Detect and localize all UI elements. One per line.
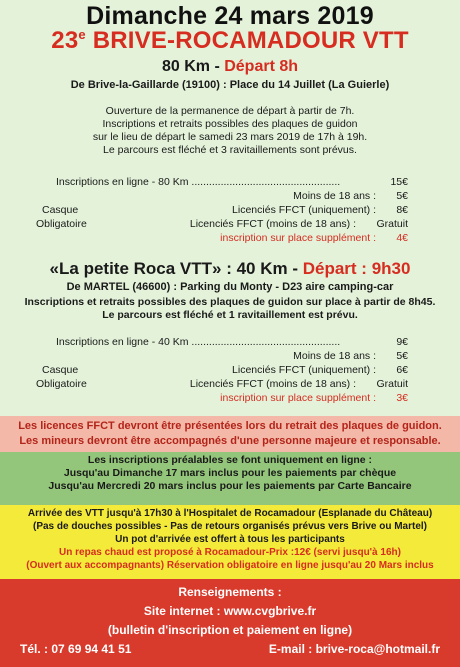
race1-info-line: Le parcours est fléché et 3 ravitaillements sont prévus.	[103, 144, 357, 156]
race2-online-label: Inscriptions en ligne - 40 Km ...................................................	[56, 336, 341, 348]
race1-heading	[0, 58, 460, 76]
race2-ffct-label: Licenciés FFCT (uniquement) :	[232, 364, 376, 376]
contact-heading: Renseignements :	[178, 585, 282, 599]
race1-online-price: 15€	[390, 176, 408, 188]
race1-separator: -	[210, 58, 225, 75]
race2-address: De MARTEL (46600) : Parking du Monty - D23 aire camping-car	[66, 281, 394, 293]
race2-heading	[0, 259, 460, 279]
race1-obligatoire: Obligatoire	[36, 218, 87, 230]
race2-onsite-price: 3€	[396, 392, 408, 404]
edition-number: 23	[51, 27, 79, 54]
event-date-title: Dimanche 24 mars 2019	[86, 2, 374, 30]
race1-ffct-u18-price: Gratuit	[376, 218, 408, 230]
race2-onsite-label: inscription sur place supplément :	[220, 392, 376, 404]
event-name: BRIVE-ROCAMADOUR VTT	[85, 27, 409, 54]
race1-address: De Brive-la-Gaillarde (19100) : Place du 14 Juillet (La Guierle)	[70, 79, 390, 91]
contact-section	[0, 579, 460, 667]
race1-ffct-u18-label: Licenciés FFCT (moins de 18 ans) :	[189, 218, 356, 230]
race2-distance: : 40 Km -	[221, 259, 303, 278]
inscriptions-line: Jusqu'au Mercredi 20 mars inclus pour les paiements par Carte Bancaire	[48, 480, 412, 492]
arrivee-line: Arrivée des VTT jusqu'à 17h30 à l'Hospitalet de Rocamadour (Esplanade du Château)	[27, 508, 433, 519]
race2-info-line: Inscriptions et retraits possibles des plaques de guidon sur place à partir de 8h45.	[24, 296, 436, 308]
race1-distance: 80 Km	[161, 58, 210, 75]
race1-under18-label: Moins de 18 ans :	[293, 190, 376, 202]
race1-under18-price: 5€	[396, 190, 408, 202]
race2-ffct-u18-label: Licenciés FFCT (moins de 18 ans) :	[189, 378, 356, 390]
arrivee-line: (Pas de douches possibles - Pas de retours organisés prévus vers Brive ou Martel)	[32, 521, 428, 532]
race1-onsite-price: 4€	[396, 232, 408, 244]
race2-ffct-u18-price: Gratuit	[376, 378, 408, 390]
inscriptions-line: Les inscriptions préalables se font uniquement en ligne :	[87, 454, 373, 466]
race2-casque: Casque	[42, 364, 79, 376]
inscriptions-line: Jusqu'au Dimanche 17 mars inclus pour les paiements par chèque	[63, 467, 397, 479]
arrivee-line: Un pot d'arrivée est offert à tous les participants	[115, 534, 345, 545]
race2-under18-label: Moins de 18 ans :	[293, 350, 376, 362]
contact-email[interactable]: E-mail : brive-roca@hotmail.fr	[268, 642, 440, 656]
race1-depart: Départ 8h	[224, 58, 299, 75]
race2-name: «La petite Roca VTT»	[49, 259, 222, 278]
race2-depart: Départ : 9h30	[302, 259, 411, 278]
race1-casque: Casque	[42, 204, 79, 216]
contact-phone[interactable]: Tél. : 07 69 94 41 51	[20, 642, 132, 656]
race2-online-price: 9€	[396, 336, 408, 348]
repas-line: Un repas chaud est proposé à Rocamadour-Prix :12€ (servi jusqu'à 16h)	[59, 547, 401, 558]
licences-section	[0, 416, 460, 452]
race2-under18-price: 5€	[396, 350, 408, 362]
race1-ffct-label: Licenciés FFCT (uniquement) :	[232, 204, 376, 216]
race1-online-label: Inscriptions en ligne - 80 Km ...................................................	[56, 176, 341, 188]
race1-info-line: sur le lieu de départ le samedi 23 mars 2019 de 17h à 19h.	[92, 131, 368, 143]
race1-info-line: Inscriptions et retraits possibles des plaques de guidon	[102, 118, 358, 130]
event-name-title	[0, 27, 460, 55]
race1-info-line: Ouverture de la permanence de départ à partir de 7h.	[105, 105, 355, 117]
race1-onsite-label: inscription sur place supplément :	[220, 232, 376, 244]
contact-bulletin: (bulletin d'inscription et paiement en ligne)	[107, 623, 353, 637]
edition-suffix: e	[78, 27, 86, 42]
race2-obligatoire: Obligatoire	[36, 378, 87, 390]
race2-ffct-price: 6€	[396, 364, 408, 376]
arrivee-section	[0, 505, 460, 579]
inscriptions-section	[0, 452, 460, 505]
race2-info-line: Le parcours est fléché et 1 ravitaillement est prévu.	[102, 309, 358, 321]
repas-line: (Ouvert aux accompagnants) Réservation obligatoire en ligne jusqu'au 20 Mars inclus	[26, 560, 434, 571]
licences-line: Les licences FFCT devront être présentées lors du retrait des plaques de guidon.	[18, 420, 442, 432]
race1-ffct-price: 8€	[396, 204, 408, 216]
licences-line: Les mineurs devront être accompagnés d'une personne majeure et responsable.	[19, 435, 441, 447]
contact-site[interactable]: Site internet : www.cvgbrive.fr	[143, 604, 317, 618]
